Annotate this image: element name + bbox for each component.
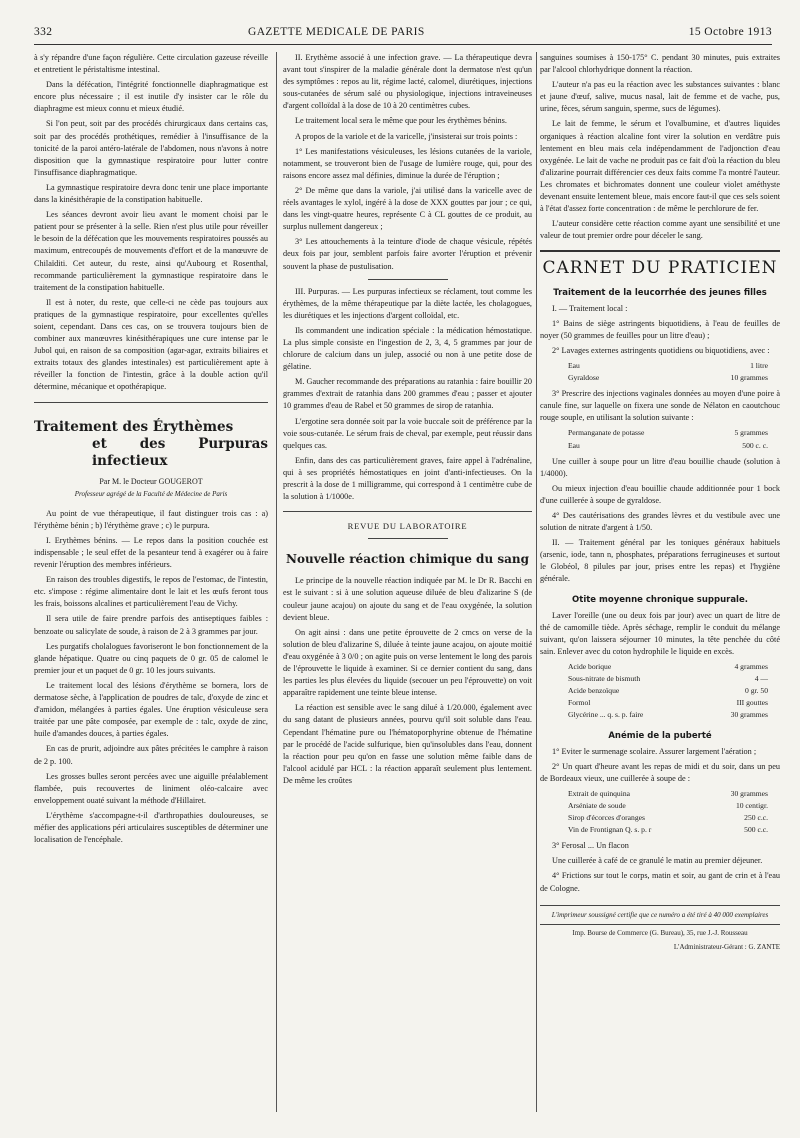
- section-title: Nouvelle réaction chimique du sang: [286, 552, 529, 567]
- rx-item: Sirop d'écorces d'oranges: [568, 813, 645, 823]
- rx-line: [568, 788, 768, 800]
- paragraph: Le traitement local des lésions d'érythème se bornera, lors de dermatose sèche, à l'application de poudres de talc, d'oxyde de zinc et d'amidon, mélangées à parties égales. Une éruption vésiculeuse sera traitée par une pâte composée, par exemple de : talc, oxyde de zinc, huile d'amandes douces, à parties égales.: [34, 680, 268, 739]
- rx-line: [568, 812, 768, 824]
- carnet-title: CARNET DU PRATICIEN: [540, 250, 780, 274]
- paragraph: M. Gaucher recommande des préparations au ratanhia : faire bouillir 20 grammes d'extrait de ratanhia dans 200 grammes d'eau ; passer et ajouter 10 grammes d'eau de Rabel et 50 grammes de sirop de ratanhia.: [283, 377, 532, 411]
- paragraph: I. — Traitement local :: [552, 303, 628, 313]
- rx-item: Permanganate de potasse: [568, 428, 645, 438]
- rx-qty: 1 litre: [750, 360, 768, 370]
- rx-line: [568, 673, 768, 685]
- paragraph: La réaction est sensible avec le sang dilué à 1/20.000, également avec du sang datant de plusieurs années, pourvu qu'il soit soluble dans l'eau. Cependant l'hématine pure ou l'hématoporphyrine obtenue de l'hématine par le procédé de l'acide sulfurique, bien qu'insolubles dans l'eau, donnent la réaction pour peu qu'on en fasse une solution même faible dans de l'alcool acidulé par HCL : la réaction apparaît seulement plus lentement. De même les croûtes: [283, 703, 532, 785]
- rx-item: Gyraldose: [568, 373, 600, 383]
- rx-item: Sous-nitrate de bismuth: [568, 674, 641, 684]
- column-divider-2: [536, 52, 537, 1112]
- paragraph: Le lait de femme, le sérum et l'ovalbumine, et d'autres liquides organiques à réaction alcaline font virer la solution en verdâtre puis lentement en bleu mais cela indépendamment de l'adjonction d'eau oxygénée. Le lait de vache ne produit pas ce fait d'où la réaction du bleu d'alizarine pourrait différencier ces deux faits comme l'a montré l'auteur. Les chromates et bichromates donnent une couleur violet améthyste devenant ensuite lentement bleue, mais encore faut-il que ces sels soient à l'état d'assez forte concentration : de même le perchlorure de fer.: [540, 119, 780, 214]
- paragraph: Le principe de la nouvelle réaction indiquée par M. le Dr R. Bacchi en est le suivant : si à une solution aqueuse diluée de bleu d'alizarine S (de couleur jaune acajou) on ajoute du sang et de l'eau oxygénée, la solution devient bleue.: [283, 576, 532, 622]
- column-2: [283, 52, 532, 1118]
- paragraph: I. Erythèmes bénins. — Le repos dans la position couchée est indispensable ; le seul effet de la pesanteur tend à exagérer ou à faire revenir l'éruption des membres inférieurs.: [34, 535, 268, 570]
- paragraph: L'érythème s'accompagne-t-il d'arthropathies douloureuses, se méfier des applications péri articulaires susceptibles de déterminer une localisation de l'encéphale.: [34, 810, 268, 845]
- divider: [368, 279, 448, 280]
- paragraph: 1° Eviter le surmenage scolaire. Assurer largement l'aération ;: [552, 746, 757, 756]
- paragraph: En raison des troubles digestifs, le repos de l'estomac, de l'intestin, etc. s'impose : régime alimentaire dont le lait et les œufs feront tous les frais, boissons alcalines et particulièrement l'eau de Vichy.: [34, 575, 268, 609]
- paragraph: 4° Frictions sur tout le corps, matin et soir, au gant de crin et à l'eau de Cologne.: [540, 871, 780, 893]
- rx-item: Acide borique: [568, 662, 612, 672]
- paragraph: Si l'on peut, soit par des procédés chirurgicaux dans certains cas, soit par des procédés prothétiques, remédier à l'insuffisance de la tonicité de la paroi antéro-latérale de l'abdomen, nous n'avons à notre disposition que la gymnastique respiratoire pour lutter contre l'insuffisance diaphragmatique.: [34, 119, 268, 177]
- prescription-1: [568, 360, 780, 384]
- rx-item: Acide benzoïque: [568, 686, 620, 696]
- rx-line: [568, 427, 768, 439]
- article-title-line2: et des Purpuras infectieux: [92, 435, 268, 469]
- article-title: [34, 419, 268, 470]
- journal-title: GAZETTE MEDICALE DE PARIS: [248, 26, 425, 38]
- paragraph: II. Erythème associé à une infection grave. — La thérapeutique devra avant tout s'inspirer de la maladie générale dont la dermatose n'est qu'un des symptômes : repos au lit, régime lacté, calomel, diurétiques, injections sous-cutanées de sérum salé ou physiologique, injections intraveineuses d'argent colloïdal à la dose de 10 à 20 centimètres cubes.: [283, 53, 532, 111]
- column-3: [540, 52, 780, 1118]
- paragraph: Le traitement local sera le même que pour les érythèmes bénins.: [295, 116, 507, 126]
- prescription-3: [568, 661, 780, 721]
- page-header: [34, 26, 772, 42]
- paragraph: 2° Un quart d'heure avant les repas de midi et du soir, dans un peu de Bordeaux vieux, une cuillerée à soupe de :: [540, 761, 780, 783]
- paragraph: 3° Ferosal ... Un flacon: [552, 841, 629, 851]
- subheading-leucorrhee: Traitement de la leucorrhée des jeunes filles: [553, 287, 767, 298]
- rx-line: [568, 661, 768, 673]
- rx-qty: 0 gr. 50: [745, 686, 768, 696]
- column-1: [34, 52, 268, 1118]
- paragraph: III. Purpuras. — Les purpuras infectieux se réclament, tout comme les érythèmes, de la même thérapeutique par la diète lactée, les cholagogues, les diurétiques et les injections d'argent colloïdal, etc.: [283, 286, 532, 320]
- administrator-line: L'Administrateur-Gérant : G. ZANTE: [673, 942, 780, 951]
- paragraph: Les purgatifs cholalogues favoriseront le bon fonctionnement de la glande hépatique. Quatre ou cinq paquets de 0 gr. 05 de calomel le premier jour et un paquet de 0 gr. 10 les jours suivants.: [34, 641, 268, 675]
- rx-item: Arséniate de soude: [568, 800, 626, 810]
- rx-line: [568, 824, 768, 836]
- paragraph: sanguines soumises à 150-175° C. pendant 30 minutes, puis extraites par l'alcool chlorhydrique donnent la réaction.: [540, 53, 780, 75]
- rx-qty: 10 grammes: [730, 373, 768, 383]
- header-rule: [34, 44, 772, 45]
- paragraph: Laver l'oreille (une ou deux fois par jour) avec un quart de litre de thé de camomille tiède. Après séchage, remplir le conduit du mélange suivant, qu'on laissera séjourner 10 minutes, la tête penchée du côté sain. Enlever avec du coton hydrophile le liquide en excès.: [540, 610, 780, 656]
- paragraph: Les séances devront avoir lieu avant le moment choisi par le patient pour se présenter à la selle. Rien n'est plus utile pour réveiller le besoin de la défécation que les mouvements respiratoires poussés au maximum, entrecoupés de mouvements d'effort et de la manœuvre de Chilaïditi. Cet auteur, du reste, ainsi qu'Aubourg et Rosenthal, recommande particulièrement la gymnastique respiratoire dans le traitement de la constipation habituelle.: [34, 210, 268, 292]
- print-run-note: L'imprimeur soussigné certifie que ce numéro a été tiré à 40 000 exemplaires: [540, 905, 780, 921]
- paragraph: La gymnastique respiratoire devra donc tenir une place importante dans la kinésithérapie de la constipation habituelle.: [34, 182, 268, 205]
- paragraph: à s'y répandre d'une façon régulière. Cette circulation gazeuse réveille et entretient le péristaltisme intestinal.: [34, 53, 268, 75]
- paragraph: Dans la défécation, l'intégrité fonctionnelle diaphragmatique est encore plus nécessaire ; il est inutile d'y insister car le rôle du diaphragme est mieux connu et mieux étudié.: [34, 80, 268, 114]
- printer-imprint: Imp. Bourse de Commerce (G. Bureau), 35, rue J.-J. Rousseau: [540, 924, 780, 939]
- affiliation: Professeur agrégé de la Faculté de Médecine de Paris: [74, 489, 228, 498]
- section-rule: [34, 402, 268, 403]
- paragraph: Une cuillerée à café de ce granulé le matin au premier déjeuner.: [552, 856, 763, 866]
- rx-item: Eau: [568, 360, 580, 370]
- rx-item: Eau: [568, 440, 580, 450]
- rx-line: [568, 685, 768, 697]
- paragraph: 3° Prescrire des injections vaginales données au moyen d'une poire à canule fine, sur laquelle on fixera une sonde de Nélaton en caoutchouc rouge souple, en utilisant la solution suivante :: [540, 389, 780, 423]
- rx-qty: 4 grammes: [734, 662, 768, 672]
- rx-qty: 10 centigr.: [735, 800, 768, 810]
- paragraph: Il est à noter, du reste, que celle-ci ne cède pas toujours aux pratiques de la gymnastique respiratoire, pour excellentes qu'elles soient, cependant. Dans ces cas, on se trouvera toujours bien de combiner aux manœuvres kinésithérapiques une cure intense par le Jubol qui, en raison de sa composition (agar-agar, extraits biliaires et extraits totaux des glandes intestinales) est particulièrement apte à réveiller la fonction de l'intestin, grâce à la double action qu'il détermine, mécanique et opothérapique.: [34, 297, 268, 392]
- paragraph: En cas de prurit, adjoindre aux pâtes précitées le camphre à raison de 2 p. 100.: [34, 744, 268, 766]
- prescription-2: [568, 427, 780, 451]
- section-rule: [283, 511, 532, 512]
- rx-qty: III gouttes: [736, 698, 768, 708]
- paragraph: 2° De même que dans la variole, j'ai utilisé dans la varicelle avec de réels avantages le xylol, ingéré à la dose de XXX gouttes par jour ; ce qui, dans les vingt-quatre heures, représente C à CL gouttes de ce produit, au surplus nullement dangereux ;: [283, 185, 532, 232]
- rx-line: [568, 709, 768, 721]
- paragraph: Au point de vue thérapeutique, il faut distinguer trois cas : a) l'érythème bénin ; b) l'érythème grave ; c) le purpura.: [34, 508, 268, 530]
- rx-item: Glycérine ... q. s. p. faire: [568, 710, 644, 720]
- byline: Par M. le Docteur GOUGEROT: [99, 476, 203, 486]
- col1-intro: [34, 52, 268, 394]
- rx-item: Formol: [568, 698, 591, 708]
- page-number: 332: [34, 26, 53, 38]
- paragraph: L'ergotine sera donnée soit par la voie buccale soit de préférence par la voie sous-cutanée. Le sérum frais de cheval, par exemple, peut réussir dans quelques cas.: [283, 416, 532, 450]
- paragraph: On agit ainsi : dans une petite éprouvette de 2 cmcs on verse de la solution de bleu d'alizarine S, diluée à teinte jaune acajou, on ajoute moitié d'eau oxygénée à 3 0/0 ; on agite puis on verse lentement le long des parois de l'éprouvette le liquide à examiner. Si ce dernier contient du sang, dans les parties les plus élevées du liquide (secouer un peu l'éprouvette) on voit apparaître rapidement une teinte bleue intense.: [283, 627, 532, 698]
- rx-qty: 30 grammes: [730, 710, 768, 720]
- prescription-4: [568, 788, 780, 836]
- rx-qty: 30 grammes: [730, 788, 768, 798]
- paragraph: 2° Lavages externes astringents quotidiens ou biquotidiens, avec :: [552, 345, 770, 355]
- paragraph: 1° Les manifestations vésiculeuses, les lésions cutanées de la variole, notamment, se trouveront bien de l'usage de lumière rouge, qui, pour des raisons encore assez mal définies, diminue la durée de l'éruption ;: [283, 146, 532, 180]
- rx-line: [568, 372, 768, 384]
- rx-qty: 4 —: [754, 674, 768, 684]
- column-divider-1: [276, 52, 277, 1112]
- rx-qty: 500 c.c.: [744, 825, 768, 835]
- rx-item: Vin de Frontignan Q. s. p. r: [568, 825, 652, 835]
- paragraph: Une cuiller à soupe pour un litre d'eau bouillie chaude (solution à 1/4000).: [540, 456, 780, 478]
- rx-line: [568, 800, 768, 812]
- rx-line: [568, 440, 768, 452]
- paragraph: L'auteur n'a pas eu la réaction avec les substances suivantes : blanc et jaune d'œuf, salive, mucus nasal, lait de femme et de vache, pus, urine, fèces, sérum sanguin, sperme, sucs de légumes).: [540, 80, 780, 114]
- rx-item: Extrait de quinquina: [568, 788, 630, 798]
- rx-qty: 5 grammes: [734, 428, 768, 438]
- paragraph: 1° Bains de siège astringents biquotidiens, à l'eau de feuilles de noyer (50 grammes de feuilles pour un litre d'eau) ;: [540, 318, 780, 340]
- rx-line: [568, 697, 768, 709]
- paragraph: II. — Traitement général par les toniques généraux habituels (arsenic, iode, tann n, phosphates, préparations ferrugineuses et surtout le Globéol, 8 pilules par jour, prises entre les repas) et l'hygiène générale.: [540, 538, 780, 584]
- paragraph: Enfin, dans des cas particulièrement graves, faire appel à l'adrénaline, qui à ses propriétés hémostatiques en joint d'anti-infectieuses. On la prescrit à la dose de 1 milligramme, qui correspond à 1 centimètre cube de la solution à 1/1000e.: [283, 455, 532, 502]
- paragraph: Les grosses bulles seront percées avec une aiguille préalablement flambée, puis recouvertes de liniment oléo-calcaire avec enveloppement ouaté suivant la méthode d'Hillairet.: [34, 771, 268, 805]
- paragraph: 3° Les attouchements à la teinture d'iode de chaque vésicule, répétés deux fois par jour, semblent parfois faire avorter l'éruption et prévenir souvent la phase de pustulisation.: [283, 237, 532, 271]
- paragraph: Il sera utile de faire prendre parfois des antiseptiques faibles : benzoate ou salicylate de soude, à raison de 2 à 3 grammes par jour.: [34, 614, 268, 636]
- section-label: REVUE DU LABORATOIRE: [347, 521, 468, 532]
- divider: [368, 538, 448, 539]
- rx-line: [568, 360, 768, 372]
- paragraph: L'auteur considère cette réaction comme ayant une sensibilité et une valeur de tout premier ordre pour déceler le sang.: [540, 219, 780, 241]
- paragraph: Ils commandent une indication spéciale : la médication hémostatique. La plus simple consiste en l'ingestion de 2, 3, 4, 5 grammes par jour de chlorure de calcium dans un julep, associé ou non à une petite dose de gélatine.: [283, 325, 532, 372]
- paragraph: Ou mieux injection d'eau bouillie chaude additionnée pour 1 bock d'une cuillerée à soupe de gyraldose.: [540, 483, 780, 505]
- subheading-anemie: Anémie de la puberté: [608, 730, 712, 741]
- paragraph: A propos de la variole et de la varicelle, j'insisterai sur trois points :: [295, 131, 518, 141]
- subheading-otite: Otite moyenne chronique suppurale.: [572, 594, 748, 605]
- issue-date: 15 Octobre 1913: [688, 26, 772, 38]
- paragraph: 4° Des cautérisations des grandes lèvres et du vestibule avec une solution de nitrate d'argent à 1/50.: [540, 511, 780, 533]
- article-title-line1: Traitement des Érythèmes: [34, 418, 234, 435]
- rx-qty: 250 c.c.: [744, 813, 768, 823]
- rx-qty: 500 c. c.: [742, 440, 768, 450]
